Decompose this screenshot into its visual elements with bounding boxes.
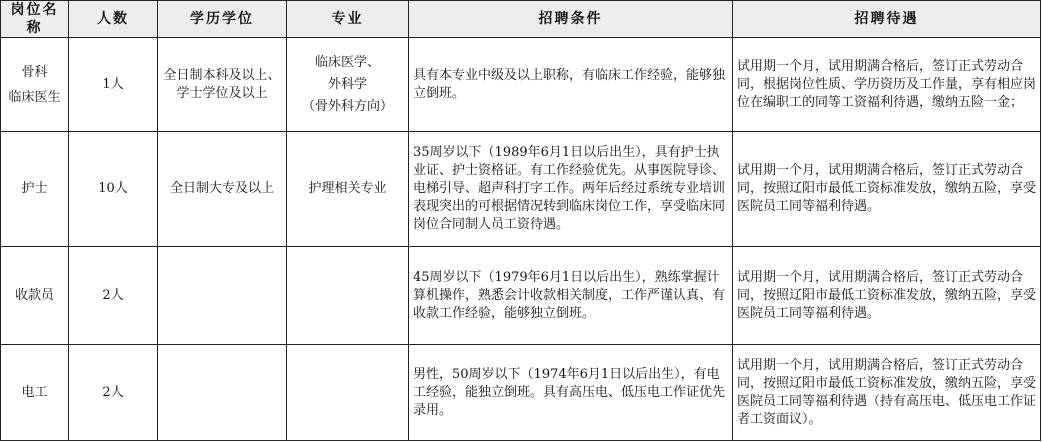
requirements-cell: 45周岁以下（1979年6月1日以后出生），熟练掌握计算机操作，熟悉会计收款相关制度，工作严谨认真、有收款工作经验，能够独立倒班。 — [409, 247, 733, 345]
header-education: 学历学位 — [158, 1, 287, 38]
major-line: 临床医学、 — [314, 54, 380, 70]
position-cell — [1, 345, 69, 441]
position-cell — [1, 247, 69, 345]
position-name-line: 临床医生 — [8, 89, 61, 105]
major-line: 外科学 — [327, 76, 367, 92]
requirements-cell: 男性，50周岁以下（1974年6月1日以后出生），有电工经验，能独立倒班。具有高压电、低压电工作证优先录用。 — [409, 345, 733, 441]
requirements-cell: 具有本专业中级及以上职称，有临床工作经验，能够独立倒班。 — [409, 38, 733, 132]
education-cell — [158, 345, 287, 441]
major-cell — [287, 38, 409, 132]
header-count: 人数 — [69, 1, 158, 38]
header-major: 专业 — [287, 1, 409, 38]
count-cell: 2人 — [69, 345, 158, 441]
count-cell: 2人 — [69, 247, 158, 345]
position-name-line: 电工 — [21, 384, 48, 400]
count-cell: 10人 — [69, 132, 158, 247]
major-cell — [287, 247, 409, 345]
header-benefits: 招聘待遇 — [733, 1, 1041, 38]
position-cell — [1, 132, 69, 247]
header-row — [1, 1, 1041, 38]
benefits-cell: 试用期一个月，试用期满合格后，签订正式劳动合同，按照辽阳市最低工资标准发放，缴纳五险，享受医院员工同等福利待遇（持有高压电、低压电工作证者工资面议）。 — [733, 345, 1041, 441]
benefits-cell: 试用期一个月，试用期满合格后，签订正式劳动合同，按照辽阳市最低工资标准发放，缴纳五险，享受医院员工同等福利待遇。 — [733, 132, 1041, 247]
position-name-line: 收款员 — [14, 287, 54, 303]
major-cell — [287, 345, 409, 441]
major-line: （骨外科方向） — [301, 98, 393, 114]
table-row — [1, 132, 1041, 247]
count-cell: 1人 — [69, 38, 158, 132]
table-row — [1, 38, 1041, 132]
header-position: 岗位名称 — [1, 1, 69, 38]
requirements-cell: 35周岁以下（1989年6月1日以后出生），具有护士执业证、护士资格证。有工作经验优先。从事医院导诊、电梯引导、超声科打字工作。两年后经过系统专业培训表现突出的可根据情况转到临床岗位工作，享受临床同岗位合同制人员工资待遇。 — [409, 132, 733, 247]
education-cell: 全日制本科及以上、学士学位及以上 — [158, 38, 287, 132]
education-cell: 全日制大专及以上 — [158, 132, 287, 247]
education-cell — [158, 247, 287, 345]
benefits-cell: 试用期一个月，试用期满合格后，签订正式劳动合同，根据岗位性质、学历资历及工作量，享有相应岗位在编职工的同等工资福利待遇，缴纳五险一金； — [733, 38, 1041, 132]
major-line: 护理相关专业 — [308, 181, 387, 196]
position-name-line: 骨科 — [21, 64, 48, 80]
position-name-line: 护士 — [21, 181, 48, 196]
table-row — [1, 247, 1041, 345]
benefits-cell: 试用期一个月，试用期满合格后，签订正式劳动合同，按照辽阳市最低工资标准发放，缴纳五险，享受医院员工同等福利待遇。 — [733, 247, 1041, 345]
table-row — [1, 345, 1041, 441]
header-requirements: 招聘条件 — [409, 1, 733, 38]
major-cell — [287, 132, 409, 247]
position-cell — [1, 38, 69, 132]
